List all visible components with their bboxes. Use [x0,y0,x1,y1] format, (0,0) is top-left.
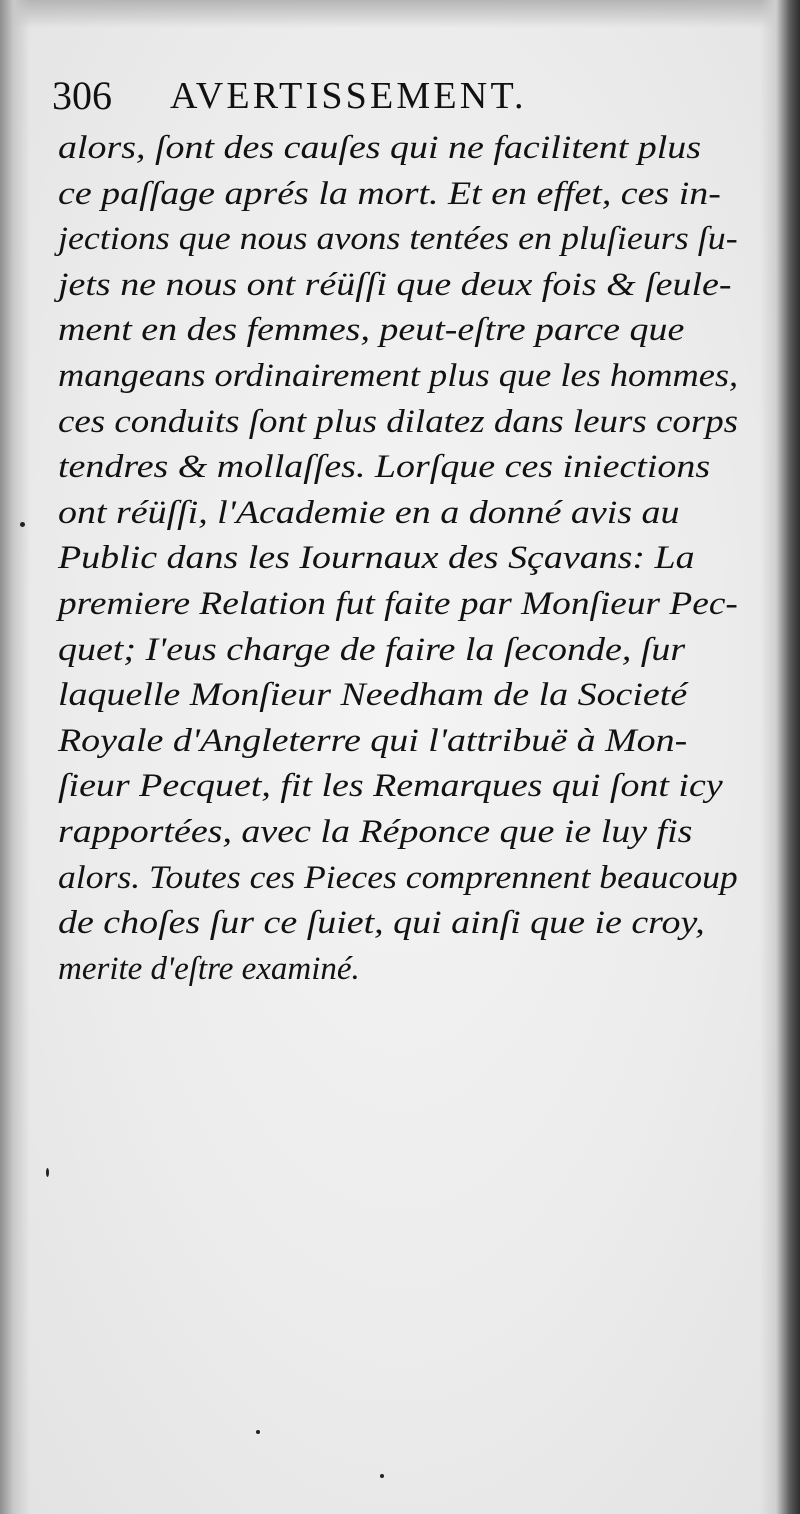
text-line: jets ne nous ont réüſſi que deux fois & ſeule- [58,266,732,303]
text-line: ſieur Pecquet, fit les Remarques qui ſont icy [58,768,723,805]
text-line: quet; I'eus charge de faire la ſeconde, ſur [58,631,686,668]
page-header [52,70,752,122]
running-head: AVERTISSEMENT. [170,75,527,117]
text-line: de choſes ſur ce ſuiet, qui ainſi que ie croy, [58,905,705,942]
page-top-shadow [0,0,800,28]
text-line: mangeans ordinairement plus que les hommes, [58,357,739,394]
ink-speck [256,1430,260,1434]
text-line: Royale d'Angleterre qui l'attribuë à Mon- [58,722,688,759]
page-number: 306 [52,73,112,118]
ink-speck [380,1474,384,1478]
text-line: alors. Toutes ces Pieces comprennent beaucoup [58,859,738,896]
text-line: premiere Relation fut faite par Monſieur Pec- [58,585,738,622]
text-line: Public dans les Iournaux des Sçavans: La [58,540,695,577]
text-line: ce paſſage aprés la mort. Et en effet, ces in- [58,175,721,212]
text-line: alors, ſont des cauſes qui ne facilitent plus [58,130,701,166]
text-line: laquelle Monſieur Needham de la Societé [58,677,688,714]
text-line: ces conduits ſont plus dilatez dans leurs corps [58,403,739,440]
text-line: rapportées, avec la Réponce que ie luy fis [58,813,693,850]
page-edge-shadow [760,0,800,1514]
body-text [58,126,738,992]
text-line: jections que nous avons tentées en pluſieurs ſu- [58,221,738,258]
ink-speck [46,1168,49,1177]
text-line: ont réüſſi, l'Academie en a donné avis au [58,494,680,531]
text-line: tendres & mollaſſes. Lorſque ces iniections [58,449,711,486]
binding-shadow [0,0,30,1514]
text-line: ment en des femmes, peut-eſtre parce que [58,312,685,349]
ink-speck [20,522,25,527]
text-line: merite d'eſtre examiné. [58,950,360,987]
